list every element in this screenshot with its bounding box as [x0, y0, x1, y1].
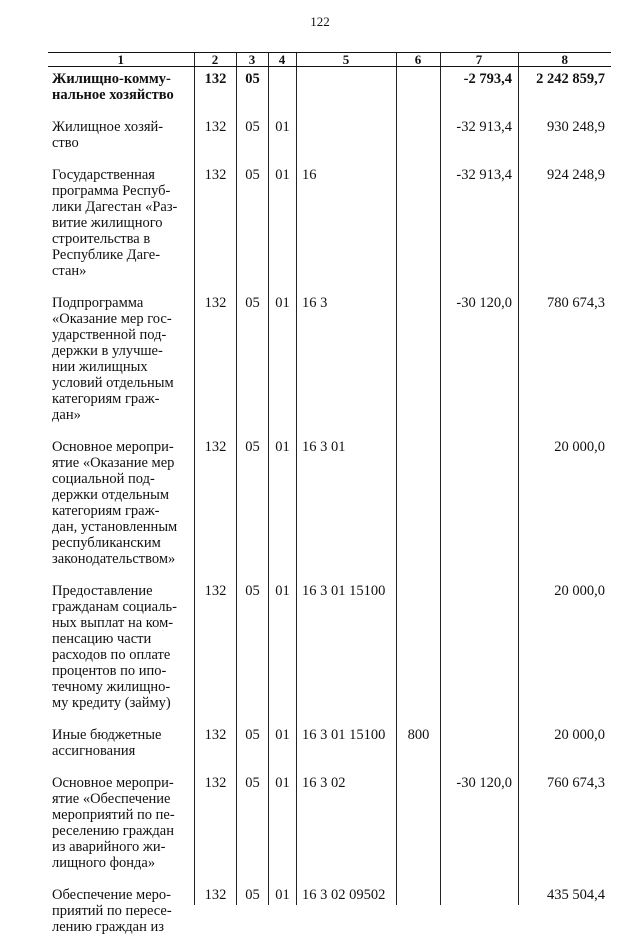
row-section-cell: 05: [245, 583, 260, 599]
column-header: 3: [236, 53, 268, 67]
row-change-amount-cell: -32 913,4: [456, 119, 512, 135]
row-total-amount-cell: 20 000,0: [554, 439, 605, 455]
row-change-amount-cell: [440, 883, 518, 947]
row-total-amount-cell: 780 674,3: [547, 295, 605, 311]
row-code-cell: 132: [204, 167, 227, 183]
row-target-article-cell: [296, 115, 396, 163]
row-total-amount-cell: 435 504,4: [547, 887, 605, 903]
row-expense-type-cell: [396, 67, 440, 116]
row-section-cell: 05: [245, 775, 260, 791]
row-section-cell: 05: [245, 167, 260, 183]
table-row: [48, 771, 611, 883]
column-header: 5: [296, 53, 396, 67]
row-subsection-cell: 01: [275, 119, 290, 135]
row-code-cell: 132: [204, 583, 227, 599]
row-name-cell: Жилищно-комму- нальное хозяйство: [52, 71, 174, 103]
row-expense-type-cell: [396, 579, 440, 723]
row-code-cell: 132: [204, 727, 227, 743]
row-target-article-cell: 16 3 01 15100: [302, 727, 386, 743]
page-number: 122: [310, 14, 330, 29]
row-name-cell: Подпрограмма «Оказание мер гос- ударственной под- держки в улучше- нии жилищных условий отдельным категориям граж- дан»: [52, 295, 174, 423]
budget-table: [48, 52, 611, 947]
row-subsection-cell: 01: [275, 167, 290, 183]
column-header: 4: [268, 53, 296, 67]
row-expense-type-cell: [396, 115, 440, 163]
row-code-cell: 132: [204, 439, 227, 455]
table-row: [48, 723, 611, 771]
column-header: 2: [194, 53, 236, 67]
row-expense-type-cell: [396, 435, 440, 579]
row-subsection-cell: [268, 67, 296, 116]
column-header: 1: [48, 53, 194, 67]
row-code-cell: 132: [204, 119, 227, 135]
row-name-cell: Государственная программа Респуб- лики Дагестан «Раз- витие жилищного строительства в Республике Даге- стан»: [52, 167, 178, 279]
row-subsection-cell: 01: [275, 295, 290, 311]
row-code-cell: 132: [204, 887, 227, 903]
column-header: 8: [518, 53, 611, 67]
row-change-amount-cell: [440, 435, 518, 579]
row-change-amount-cell: -2 793,4: [463, 71, 512, 87]
column-header: 7: [440, 53, 518, 67]
table-row: [48, 435, 611, 579]
row-change-amount-cell: -30 120,0: [456, 295, 512, 311]
row-change-amount-cell: [440, 723, 518, 771]
row-total-amount-cell: 930 248,9: [547, 119, 605, 135]
row-subsection-cell: 01: [275, 775, 290, 791]
row-name-cell: Предоставление гражданам социаль- ных выплат на ком- пенсацию части расходов по оплате процентов по ипо- течному жилищно- му кредиту (займу): [52, 583, 177, 711]
table-row: [48, 291, 611, 435]
row-target-article-cell: 16 3 01: [302, 439, 346, 455]
row-total-amount-cell: 2 242 859,7: [536, 71, 605, 87]
row-name-cell: Основное меропри- ятие «Оказание мер социальной под- держки отдельным категориям граж- дан, установленным республиканским законодательством»: [52, 439, 178, 567]
row-target-article-cell: 16 3 02: [302, 775, 346, 791]
row-code-cell: 132: [204, 775, 227, 791]
row-target-article-cell: 16 3: [302, 295, 328, 311]
row-name-cell: Иные бюджетные ассигнования: [52, 727, 162, 759]
row-subsection-cell: 01: [275, 727, 290, 743]
row-subsection-cell: 01: [275, 439, 290, 455]
table-row: [48, 163, 611, 291]
row-target-article-cell: 16 3 02 09502: [302, 887, 386, 903]
row-name-cell: Обеспечение меро- приятий по пересе- лению граждан из: [52, 887, 172, 935]
table-row: [48, 115, 611, 163]
row-change-amount-cell: [440, 579, 518, 723]
table-row: [48, 579, 611, 723]
row-expense-type-cell: [396, 883, 440, 947]
row-section-cell: 05: [245, 71, 260, 87]
row-target-article-cell: 16 3 01 15100: [302, 583, 386, 599]
row-target-article-cell: 16: [302, 167, 317, 183]
row-expense-type-cell: [396, 771, 440, 883]
row-subsection-cell: 01: [275, 887, 290, 903]
row-code-cell: 132: [204, 71, 227, 87]
row-change-amount-cell: -32 913,4: [456, 167, 512, 183]
row-total-amount-cell: 760 674,3: [547, 775, 605, 791]
row-change-amount-cell: -30 120,0: [456, 775, 512, 791]
row-name-cell: Основное меропри- ятие «Обеспечение мероприятий по пе- реселению граждан из аварийного жи- лищного фонда»: [52, 775, 175, 871]
row-total-amount-cell: 20 000,0: [554, 727, 605, 743]
row-section-cell: 05: [245, 295, 260, 311]
row-section-cell: 05: [245, 727, 260, 743]
table-row: [48, 67, 611, 116]
table-row: [48, 883, 611, 947]
row-code-cell: 132: [204, 295, 227, 311]
row-expense-type-cell: [396, 163, 440, 291]
row-section-cell: 05: [245, 119, 260, 135]
row-target-article-cell: [296, 67, 396, 116]
row-expense-type-cell: 800: [407, 727, 430, 743]
row-total-amount-cell: 924 248,9: [547, 167, 605, 183]
table-header-row: [48, 53, 611, 67]
budget-table-sheet: [48, 52, 611, 935]
row-section-cell: 05: [245, 439, 260, 455]
row-subsection-cell: 01: [275, 583, 290, 599]
row-total-amount-cell: 20 000,0: [554, 583, 605, 599]
row-name-cell: Жилищное хозяй- ство: [52, 119, 164, 151]
row-section-cell: 05: [245, 887, 260, 903]
row-expense-type-cell: [396, 291, 440, 435]
column-header: 6: [396, 53, 440, 67]
